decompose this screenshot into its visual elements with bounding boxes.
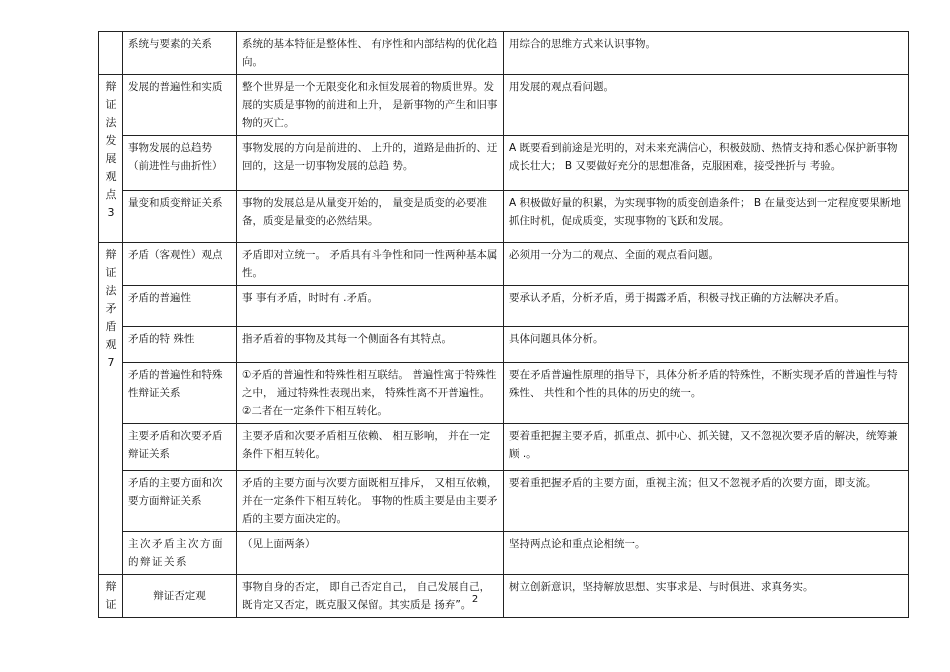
method-cell: 要在矛盾普遍性原理的指导下，具体分析矛盾的特殊性，不断实现矛盾的普遍性与特殊性、 共性和个性的具体的历史的统一。: [504, 363, 909, 424]
method-cell: 要着重把握主要矛盾，抓重点、抓中心、抓关键，又不忽视次要矛盾的解决，统筹兼顾 .。: [504, 424, 909, 471]
topic-cell: 系统与要素的关系: [123, 32, 237, 75]
method-cell: A 既要看到前途是光明的，对未来充满信心，积极鼓励、热情支持和悉心保护新事物成长壮大； B 又要做好充分的思想准备，克服困难，接受挫折与 考验。: [504, 136, 909, 191]
topic-cell: 事物发展的总趋势（前进性与曲折性）: [123, 136, 237, 191]
method-cell: 具体问题具体分析。: [504, 327, 909, 363]
topic-cell: 主要矛盾和次要矛盾辩证关系: [123, 424, 237, 471]
category-label: 辩证法发展观点3: [105, 80, 117, 219]
method-cell: 树立创新意识，坚持解放思想、实事求是、与时俱进、求真务实。: [504, 575, 909, 618]
method-cell: 必须用一分为二的观点、全面的观点看问题。: [504, 243, 909, 286]
topic-cell: 矛盾的普遍性和特殊性辩证关系: [123, 363, 237, 424]
content-cell: 系统的基本特征是整体性、 有序性和内部结构的优化趋向。: [237, 32, 504, 75]
content-cell: 事物的发展总是从量变开始的， 量变是质变的必要准备，质变是量变的必然结果。: [237, 191, 504, 243]
topic-cell: 矛盾的普遍性: [123, 286, 237, 327]
table-row: [99, 532, 909, 575]
table-row: [99, 471, 909, 532]
table-row: [99, 363, 909, 424]
content-cell: 事物发展的方向是前进的、 上升的，道路是曲折的、迂回的，这是一切事物发展的总趋 势。: [237, 136, 504, 191]
category-label: 辩证: [105, 580, 117, 611]
table-row: [99, 75, 909, 136]
method-cell: A 积极做好量的积累，为实现事物的质变创造条件； B 在量变达到一定程度要果断地抓住时机，促成质变，实现事物的飞跃和发展。: [504, 191, 909, 243]
topic-cell: 矛盾的主要方面和次要方面辩证关系: [123, 471, 237, 532]
category-cell: [99, 243, 123, 575]
table-row: [99, 286, 909, 327]
table-row: [99, 424, 909, 471]
topic-cell: 主次矛盾主次方面的辩证关系: [123, 532, 237, 575]
topic-cell: 辩证否定观: [123, 575, 237, 618]
content-cell: ①矛盾的普遍性和特殊性相互联结。 普遍性寓于特殊性之中， 通过特殊性表现出来， 特殊性离不开普遍性。②二者在一定条件下相互转化。: [237, 363, 504, 424]
method-cell: 坚持两点论和重点论相统一。: [504, 532, 909, 575]
content-cell: 整个世界是一个无限变化和永恒发展着的物质世界。发展的实质是事物的前进和上升， 是新事物的产生和旧事物的灭亡。: [237, 75, 504, 136]
topic-cell: 矛盾的特 殊性: [123, 327, 237, 363]
table-row: [99, 136, 909, 191]
content-cell: 事物自身的否定， 即自己否定自己， 自己发展自己，既肯定又否定，既克服又保留。其实质是 扬弃”。: [237, 575, 504, 618]
table-row: [99, 191, 909, 243]
category-cell: [99, 75, 123, 243]
table-row: [99, 243, 909, 286]
topic-cell: 矛盾（客观性）观点: [123, 243, 237, 286]
method-cell: 用综合的思维方式来认识事物。: [504, 32, 909, 75]
page-number: 2: [471, 594, 479, 605]
category-label: 辩证法矛盾观7: [105, 248, 117, 369]
content-cell: 矛盾的主要方面与次要方面既相互排斥， 又相互依赖，并在一定条件下相互转化。 事物的性质主要是由主要矛盾的主要方面决定的。: [237, 471, 504, 532]
content-cell: 主要矛盾和次要矛盾相互依赖、 相互影响， 并在一定条件下相互转化。: [237, 424, 504, 471]
table-row: [99, 32, 909, 75]
method-cell: 要承认矛盾，分析矛盾，勇于揭露矛盾，积极寻找正确的方法解决矛盾。: [504, 286, 909, 327]
content-cell: （见上面两条）: [237, 532, 504, 575]
content-cell: 指矛盾着的事物及其每一个侧面各有其特点。: [237, 327, 504, 363]
content-cell: 矛盾即对立统一。 矛盾具有斗争性和同一性两种基本属性。: [237, 243, 504, 286]
method-cell: 要着重把握矛盾的主要方面，重视主流；但又不忽视矛盾的次要方面，即支流。: [504, 471, 909, 532]
content-cell: 事 事有矛盾，时时有 .矛盾。: [237, 286, 504, 327]
topic-cell: 量变和质变辩证关系: [123, 191, 237, 243]
category-cell: [99, 32, 123, 75]
topic-cell: 发展的普遍性和实质: [123, 75, 237, 136]
content-table: [98, 31, 909, 618]
table-row: [99, 327, 909, 363]
method-cell: 用发展的观点看问题。: [504, 75, 909, 136]
